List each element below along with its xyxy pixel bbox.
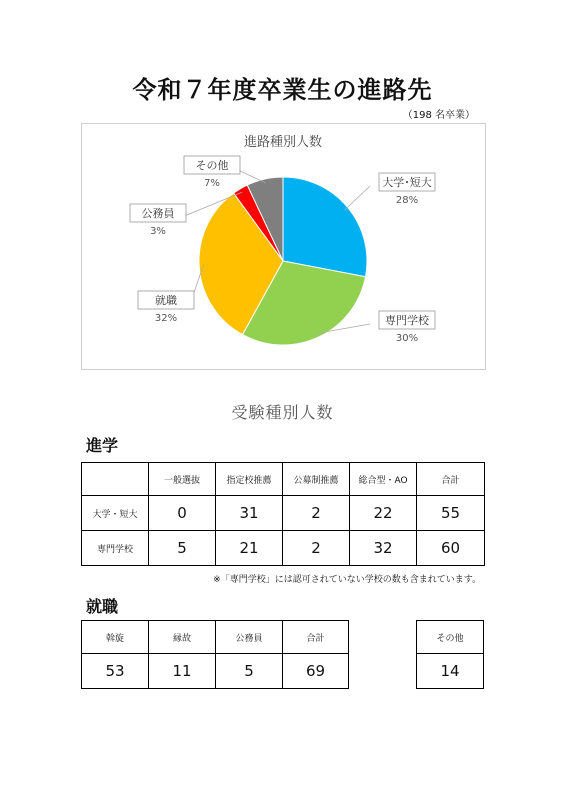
- table-cell: 53: [82, 654, 149, 689]
- table-header-row: [417, 621, 484, 654]
- column-header: 公務員: [216, 621, 283, 654]
- table-cell: 22: [350, 496, 417, 531]
- column-header: その他: [417, 621, 484, 654]
- section-caption: 受験種別人数: [231, 403, 334, 422]
- vocational-school-note: ※「専門学校」には認可されていない学校の数も含まれています。: [213, 575, 481, 585]
- table-row: [82, 654, 349, 689]
- column-header: 一般選抜: [149, 463, 216, 496]
- table-cell: 11: [149, 654, 216, 689]
- table-header-row: [82, 621, 349, 654]
- slice-label: 公務員: [141, 207, 175, 220]
- slice-percent-label: 32%: [154, 313, 178, 324]
- shushoku-heading: 就職: [86, 597, 119, 616]
- slice-label: その他: [195, 159, 229, 172]
- table-header-row: [82, 463, 485, 496]
- shushoku-table: [81, 620, 349, 689]
- slice-percent-label: 30%: [395, 333, 419, 344]
- slice-percent-label: 3%: [150, 226, 166, 237]
- column-header: [82, 463, 149, 496]
- column-header: 合計: [283, 621, 349, 654]
- other-table: [416, 620, 484, 689]
- table-cell: 5: [149, 531, 216, 566]
- table-row: [417, 654, 484, 689]
- table-cell: 69: [283, 654, 349, 689]
- table-cell: 0: [149, 496, 216, 531]
- row-label: 大学・短大: [82, 496, 149, 531]
- pie-chart-panel: [81, 123, 486, 370]
- table-cell: 60: [417, 531, 485, 566]
- column-header: 合計: [417, 463, 485, 496]
- page-title: 令和７年度卒業生の進路先: [132, 76, 433, 104]
- table-cell: 55: [417, 496, 485, 531]
- column-header: 総合型・AO: [350, 463, 417, 496]
- table-cell: 31: [216, 496, 283, 531]
- column-header: 公募制推薦: [283, 463, 350, 496]
- table-cell: 2: [283, 496, 350, 531]
- table-cell: 5: [216, 654, 283, 689]
- table-cell: 2: [283, 531, 350, 566]
- table-row: [82, 531, 485, 566]
- row-label: 専門学校: [82, 531, 149, 566]
- slice-percent-label: 7%: [204, 178, 220, 189]
- slice-label: 大学･短大: [382, 176, 432, 189]
- chart-title: 進路種別人数: [243, 135, 323, 150]
- slice-percent-label: 28%: [395, 195, 419, 206]
- leader-line: [345, 186, 370, 210]
- slice-label: 就職: [155, 294, 177, 307]
- table-row: [82, 496, 485, 531]
- leader-line: [236, 169, 266, 183]
- column-header: 斡旋: [82, 621, 149, 654]
- column-header: 縁故: [149, 621, 216, 654]
- column-header: 指定校推薦: [216, 463, 283, 496]
- table-cell: 32: [350, 531, 417, 566]
- table-cell: 21: [216, 531, 283, 566]
- table-cell: 14: [417, 654, 484, 689]
- shingaku-table: [81, 462, 485, 566]
- graduates-count-note: （198 名卒業）: [402, 110, 475, 121]
- slice-label: 専門学校: [385, 314, 429, 327]
- pie-chart: [82, 124, 485, 369]
- shingaku-heading: 進学: [86, 436, 119, 455]
- pie-slice-university: [283, 177, 367, 277]
